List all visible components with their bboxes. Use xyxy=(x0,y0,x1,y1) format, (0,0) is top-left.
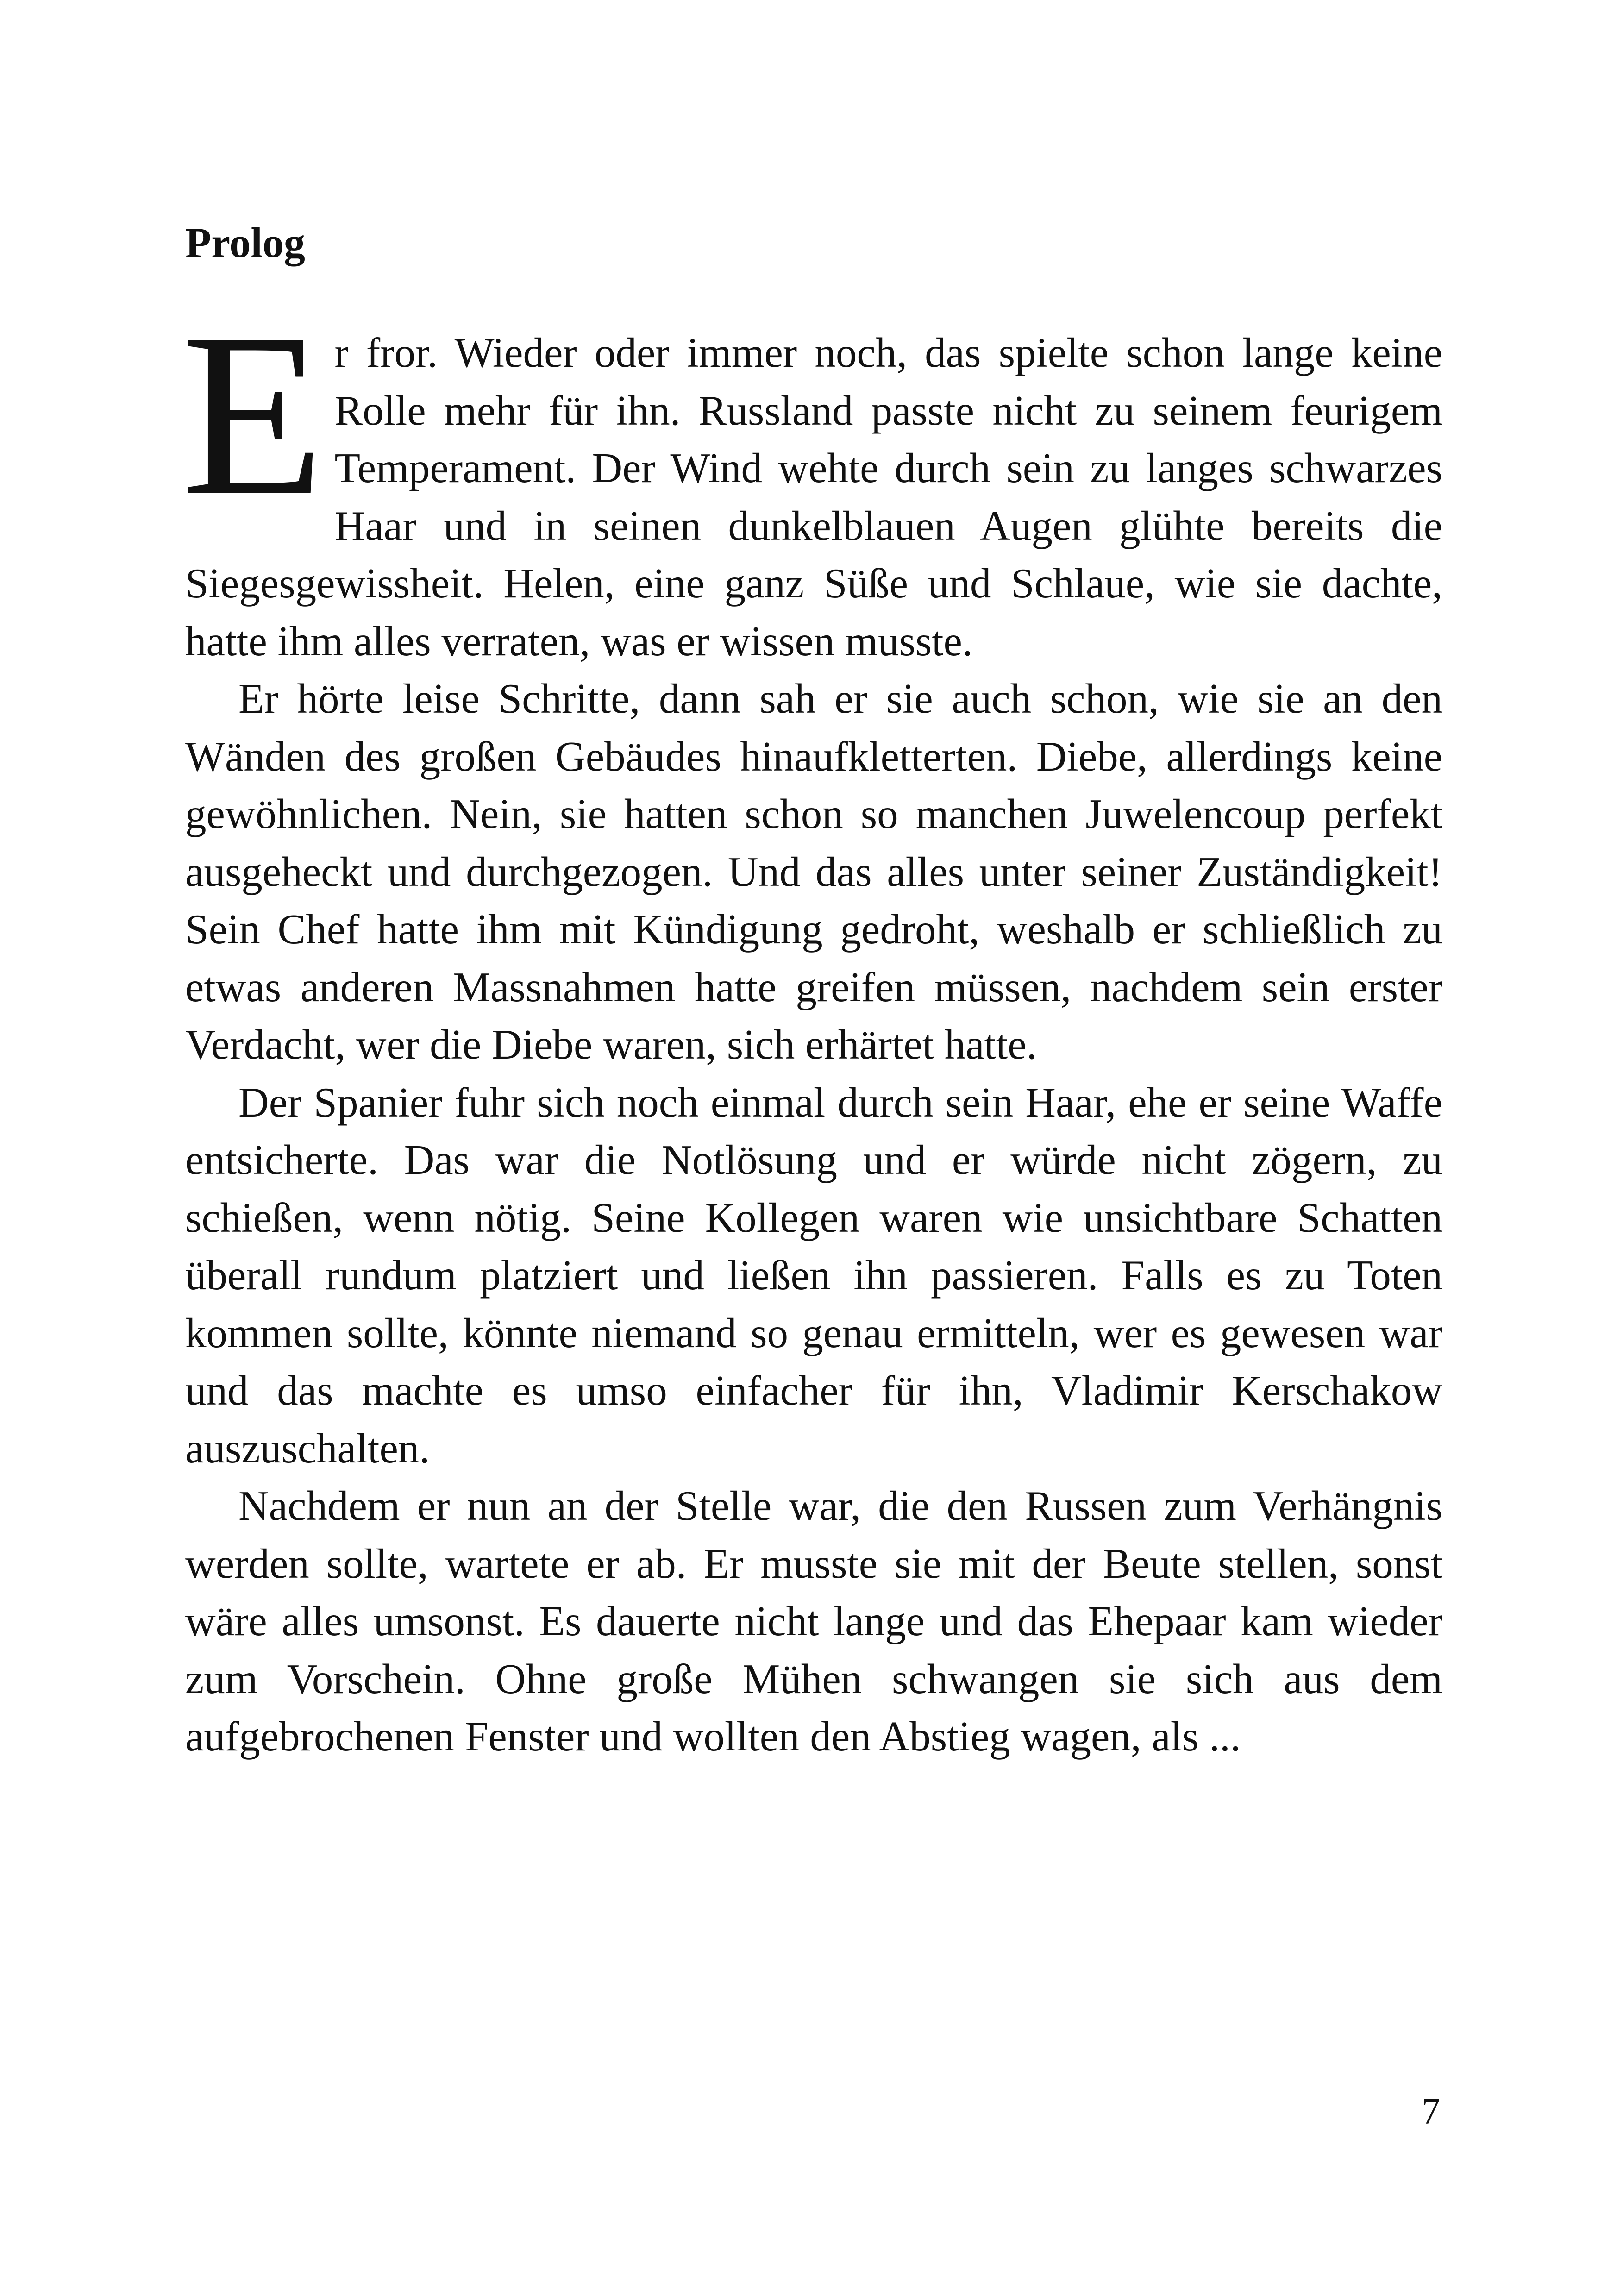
paragraph-1-text: r fror. Wieder oder immer noch, das spielte schon lange keine Rolle mehr für ihn. Russland passte nicht zu seinem feurigem Temperament. Der Wind wehte durch sein zu langes schwarzes Haar und in seinen dunkelblauen Augen glühte bereits die Siegesgewissheit. Helen, eine ganz Süße und Schlaue, wie sie dachte, hatte ihm alles verraten, was er wissen musste. xyxy=(185,329,1442,665)
paragraph-4: Nachdem er nun an der Stelle war, die den Russen zum Verhängnis werden sollte, wartete er ab. Er musste sie mit der Beute stellen, sonst wäre alles umsonst. Es dauerte nicht lange und das Ehepaar kam wieder zum Vorschein. Ohne große Mühen schwangen sie sich aus dem aufgebrochenen Fenster und wollten den Abstieg wagen, als ... xyxy=(185,1482,1442,1760)
chapter-title: Prolog xyxy=(185,219,305,266)
paragraph-3: Der Spanier fuhr sich noch einmal durch sein Haar, ehe er seine Waffe entsicherte. Das war die Notlösung und er würde nicht zögern, zu schießen, wenn nötig. Seine Kollegen waren wie unsichtbare Schatten überall rundum platziert und ließen ihn passieren. Falls es zu Toten kommen sollte, könnte niemand so genau ermitteln, wer es gewesen war und das machte es umso einfacher für ihn, Vladimir Kerschakow auszuschalten. xyxy=(185,1079,1442,1472)
body-text xyxy=(182,285,1442,1766)
paragraph-2: Er hörte leise Schritte, dann sah er sie auch schon, wie sie an den Wänden des großen Gebäudes hinaufkletterten. Diebe, allerdings keine gewöhnlichen. Nein, sie hatten schon so manchen Juwelencoup perfekt ausgeheckt und durchgezogen. Und das alles unter seiner Zuständigkeit! Sein Chef hatte ihm mit Kündigung gedroht, weshalb er schließlich zu etwas anderen Massnahmen hatte greifen müssen, nachdem sein erster Verdacht, wer die Diebe waren, sich erhärtet hatte. xyxy=(185,675,1442,1068)
paragraph-1 xyxy=(182,285,1442,670)
drop-cap: E xyxy=(182,285,325,544)
page-number: 7 xyxy=(1422,2091,1440,2132)
